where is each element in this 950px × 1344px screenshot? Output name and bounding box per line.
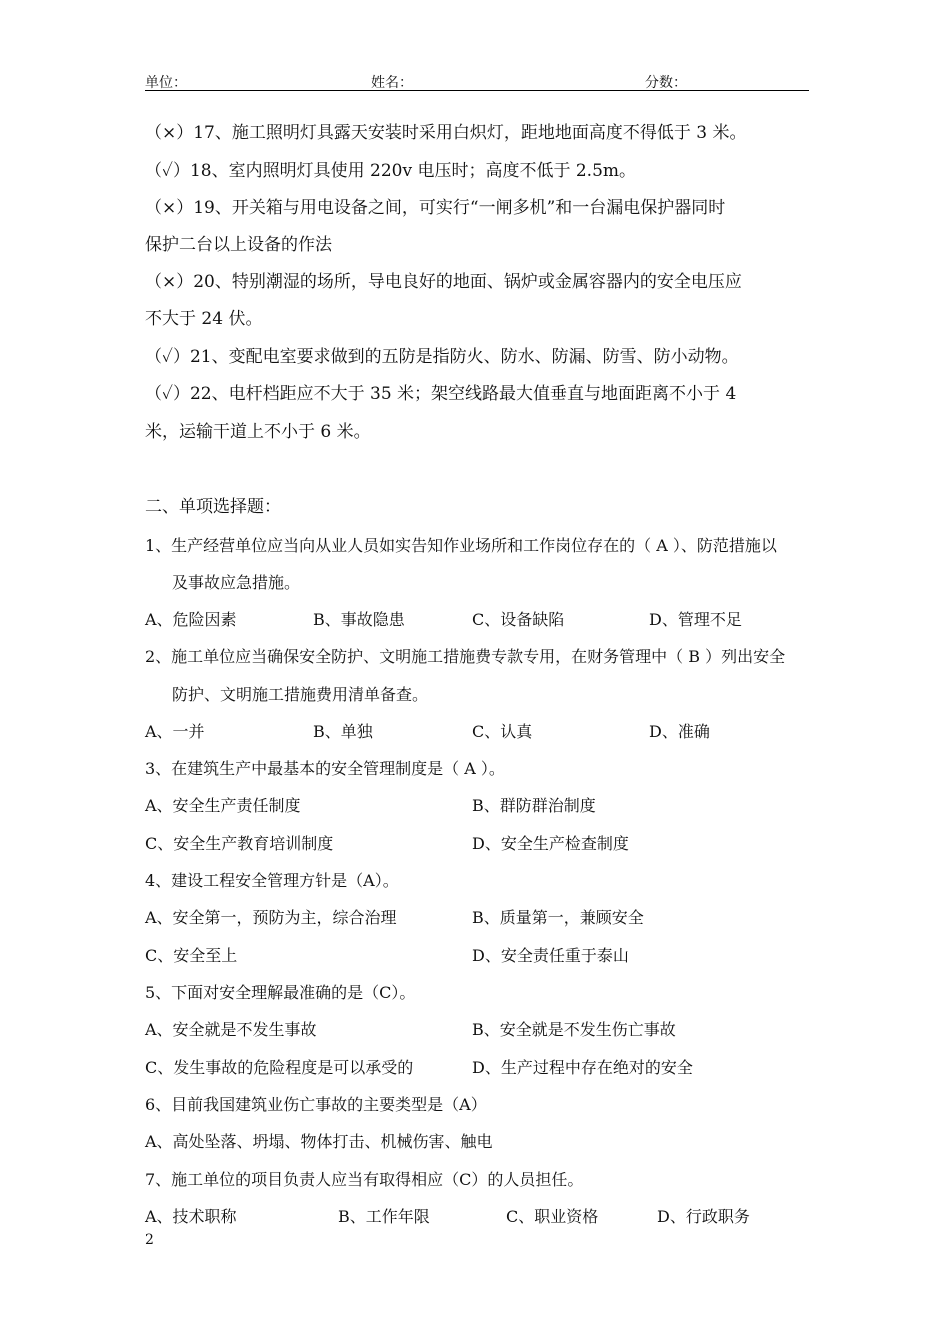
- q3-option-a: A、安全生产责任制度: [145, 796, 301, 815]
- tf-line-20b: 不大于 24 伏。: [145, 309, 263, 329]
- q2-option-b: B、单独: [313, 722, 373, 741]
- q3-option-b: B、群防群治制度: [472, 796, 596, 815]
- q5-option-d: D、生产过程中存在绝对的安全: [472, 1058, 693, 1077]
- tf-line-19a: （×）19、开关箱与用电设备之间，可实行“一闸多机”和一台漏电保护器同时: [145, 198, 726, 218]
- tf-line-21: （✓）21、变配电室要求做到的五防是指防火、防水、防漏、防雪、防小动物。: [145, 347, 739, 367]
- question-2: 2、施工单位应当确保安全防护、文明施工措施费专款专用，在财务管理中（ B ）列出安全: [145, 647, 786, 666]
- q3-option-c: C、安全生产教育培训制度: [145, 834, 334, 853]
- section-heading: 二、单项选择题：: [145, 497, 281, 517]
- tf-line-22b: 米，运输干道上不小于 6 米。: [145, 422, 371, 442]
- q4-option-b: B、质量第一，兼顾安全: [472, 908, 644, 927]
- q7-option-a: A、技术职称: [145, 1207, 237, 1226]
- q1-option-d: D、管理不足: [649, 610, 742, 629]
- question-4: 4、建设工程安全管理方针是（A）。: [145, 871, 399, 890]
- q2-option-a: A、一并: [145, 722, 205, 741]
- q1-option-b: B、事故隐患: [313, 610, 405, 629]
- q4-option-a: A、安全第一，预防为主，综合治理: [145, 908, 397, 927]
- question-1-cont: 及事故应急措施。: [172, 573, 301, 592]
- question-1: 1、生产经营单位应当向从业人员如实告知作业场所和工作岗位存在的（ A ）、防范措施以: [145, 536, 777, 555]
- q2-option-c: C、认真: [472, 722, 533, 741]
- q5-option-b: B、安全就是不发生伤亡事故: [472, 1020, 676, 1039]
- tf-line-17: （×）17、施工照明灯具露天安装时采用白炽灯，距地地面高度不得低于 3 米。: [145, 123, 747, 143]
- question-5: 5、下面对安全理解最准确的是（C）。: [145, 983, 416, 1002]
- q3-option-d: D、安全生产检查制度: [472, 834, 629, 853]
- q1-option-a: A、危险因素: [145, 610, 237, 629]
- unit-label: 单位：: [145, 75, 187, 91]
- q7-option-c: C、职业资格: [506, 1207, 599, 1226]
- header-bar: [145, 66, 809, 91]
- tf-line-19b: 保护二台以上设备的作法: [145, 235, 332, 255]
- question-3: 3、在建筑生产中最基本的安全管理制度是（ A ）。: [145, 759, 505, 778]
- q5-option-c: C、发生事故的危险程度是可以承受的: [145, 1058, 414, 1077]
- tf-line-20a: （×）20、特别潮湿的场所，导电良好的地面、锅炉或金属容器内的安全电压应: [145, 272, 742, 292]
- question-2-cont: 防护、文明施工措施费用清单备查。: [172, 685, 429, 704]
- name-label: 姓名：: [371, 75, 413, 91]
- tf-line-18: （✓）18、室内照明灯具使用 220v 电压时；高度不低于 2.5m。: [145, 161, 637, 181]
- q4-option-c: C、安全至上: [145, 946, 238, 965]
- q1-option-c: C、设备缺陷: [472, 610, 565, 629]
- score-label: 分数：: [645, 75, 687, 91]
- tf-line-22a: （✓）22、电杆档距应不大于 35 米；架空线路最大值垂直与地面距离不小于 4: [145, 384, 737, 404]
- q6-option-a: A、高处坠落、坍塌、物体打击、机械伤害、触电: [145, 1132, 493, 1151]
- q7-option-b: B、工作年限: [338, 1207, 430, 1226]
- question-7: 7、施工单位的项目负责人应当有取得相应（C）的人员担任。: [145, 1170, 584, 1189]
- question-6: 6、目前我国建筑业伤亡事故的主要类型是（A）: [145, 1095, 487, 1114]
- q7-option-d: D、行政职务: [657, 1207, 750, 1226]
- q2-option-d: D、准确: [649, 722, 710, 741]
- q4-option-d: D、安全责任重于泰山: [472, 946, 629, 965]
- q5-option-a: A、安全就是不发生事故: [145, 1020, 317, 1039]
- page-number: 2: [145, 1232, 154, 1248]
